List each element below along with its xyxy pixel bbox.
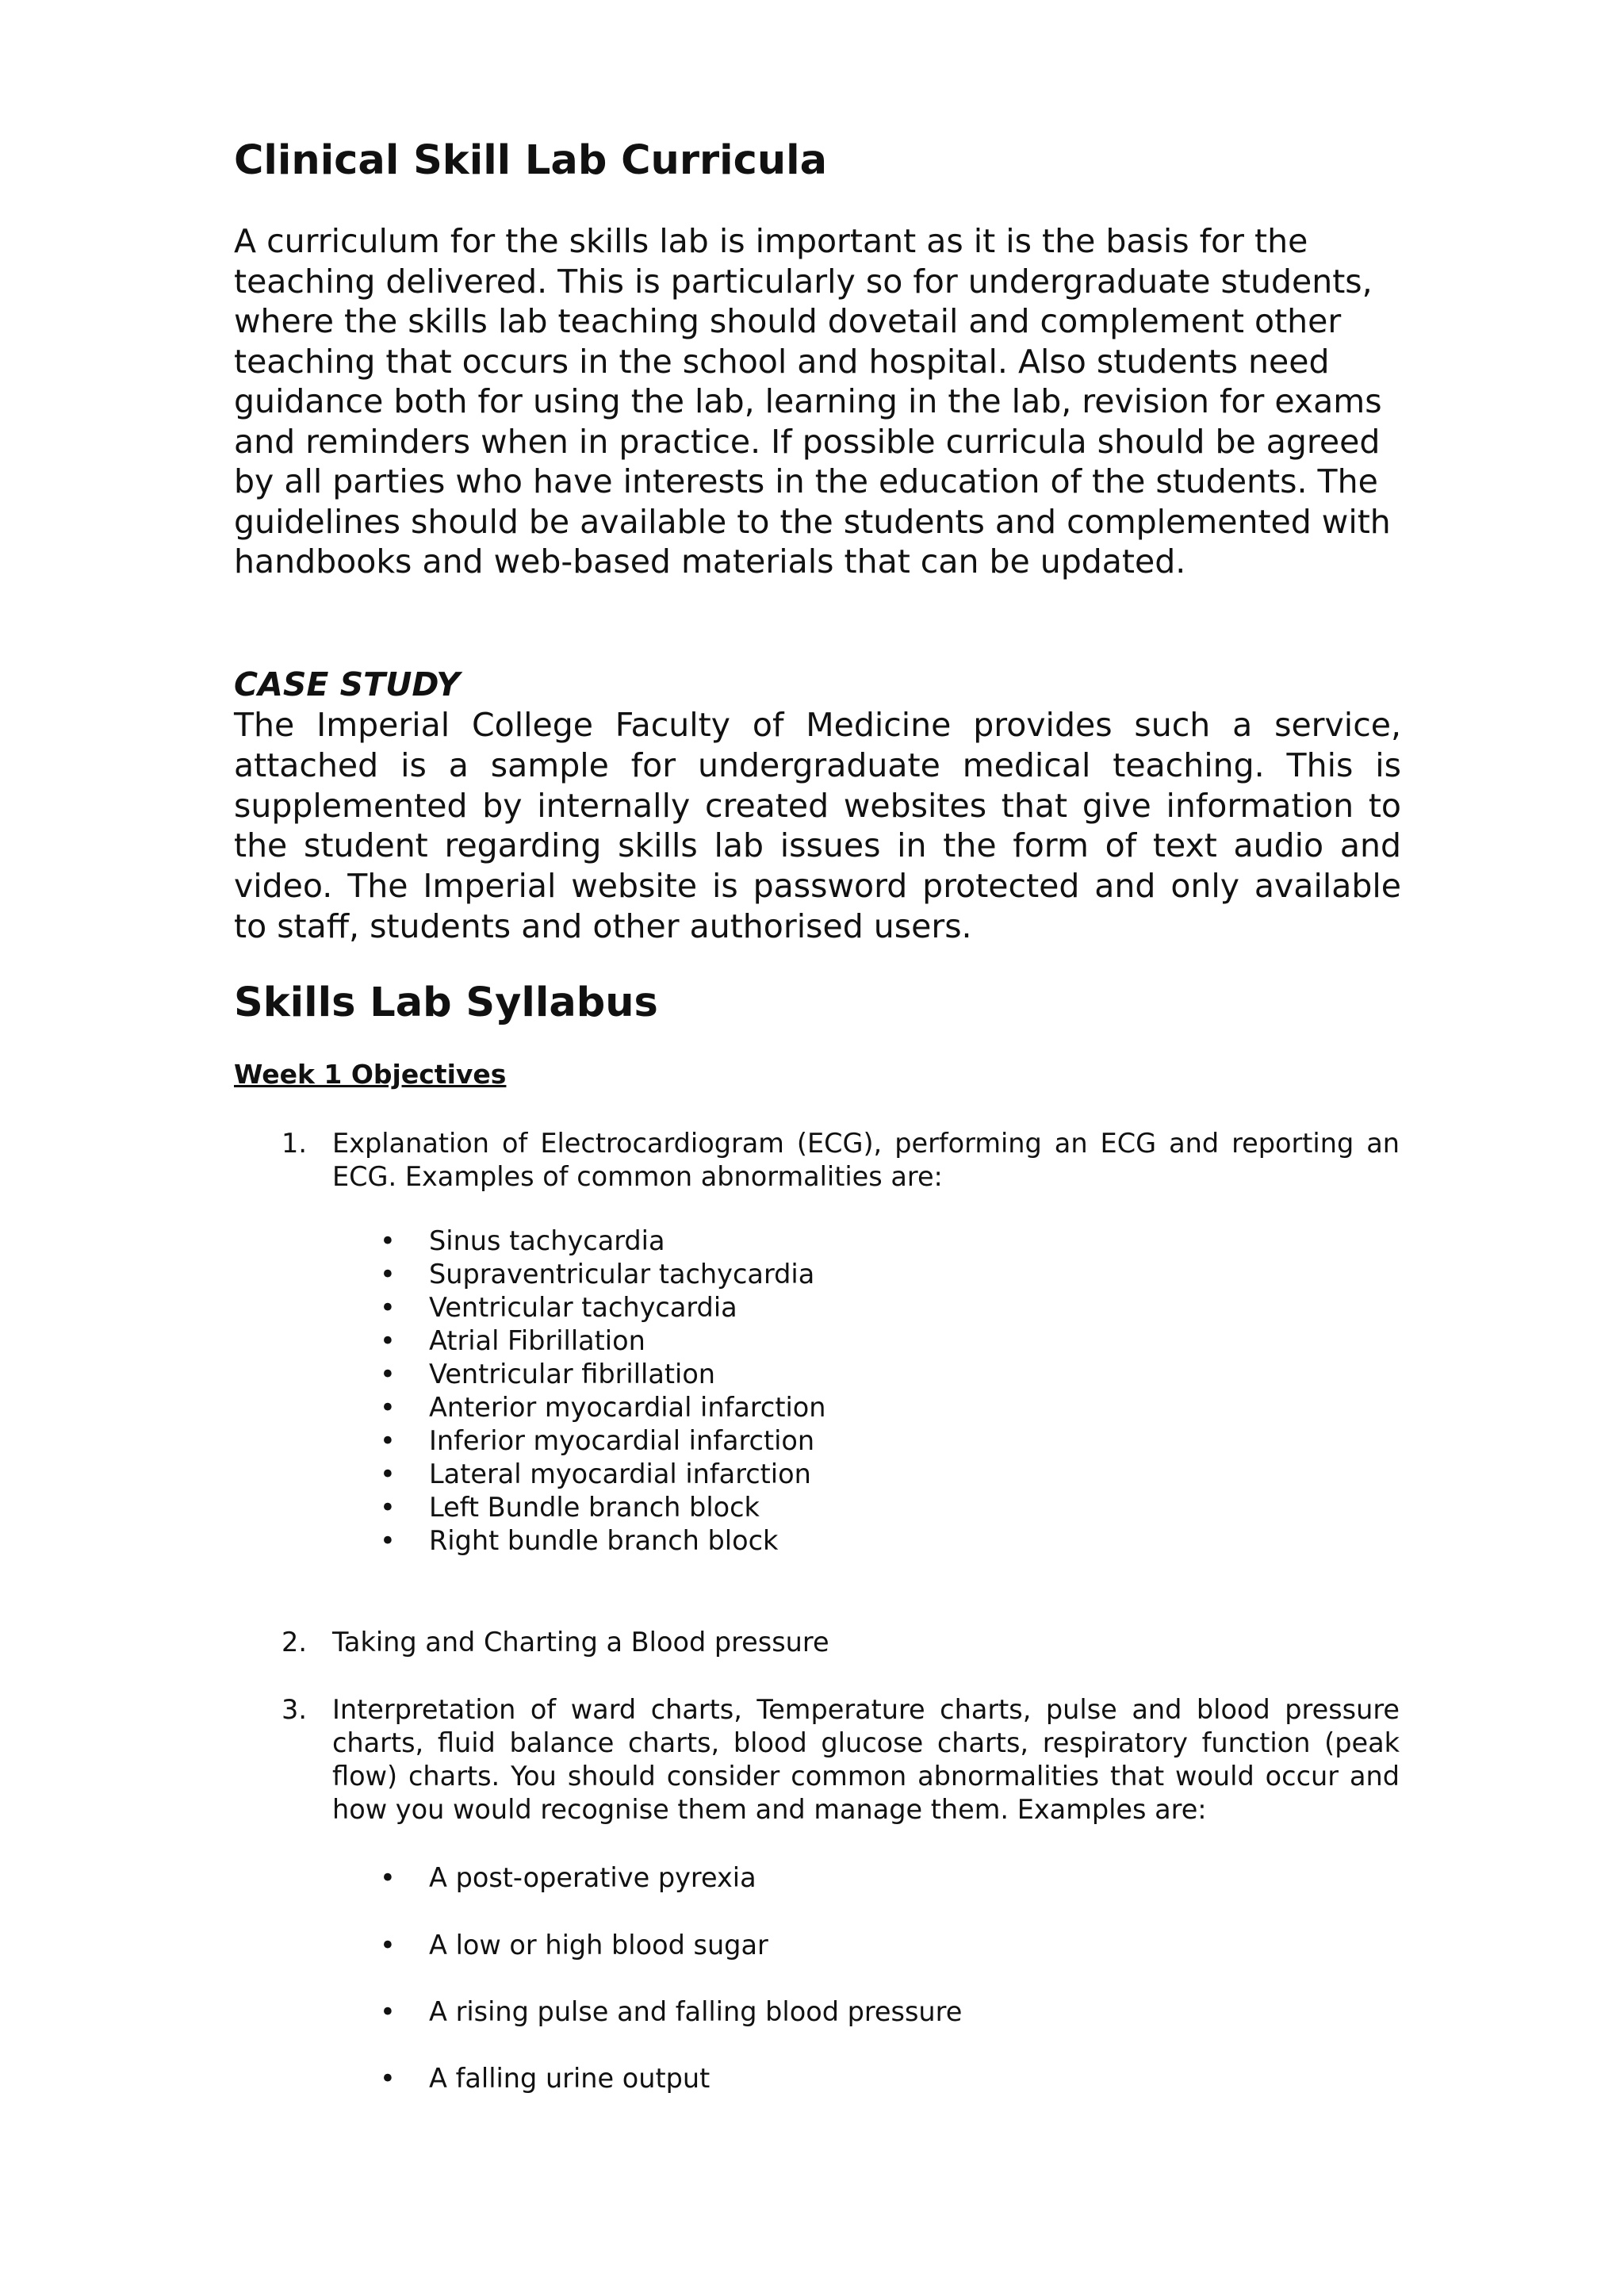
bullet-icon: • bbox=[380, 1292, 396, 1323]
list-item: • A rising pulse and falling blood pressure bbox=[380, 1996, 963, 2027]
page-title: Clinical Skill Lab Curricula bbox=[234, 137, 828, 184]
list-item: • Right bundle branch block bbox=[380, 1525, 779, 1556]
bullet-icon: • bbox=[380, 1225, 396, 1256]
bullet-icon: • bbox=[380, 1325, 396, 1356]
intro-paragraph: A curriculum for the skills lab is important as it is the basis for the teaching delivered. This is particularly so for undergraduate students, where the skills lab teaching should dovetail and complement other teaching that occurs in the school and hospital. Also students need guidance both for using the lab, learning in the lab, revision for exams and reminders when in practice. If possible curricula should be agreed by all parties who have interests in the education of the students. The guidelines should be available to the students and complemented with handbooks and web-based materials that can be updated. bbox=[234, 222, 1391, 581]
objective-text: Interpretation of ward charts, Temperature charts, pulse and blood pressure charts, fluid balance charts, blood glucose charts, respiratory function (peak flow) charts. You should consider common abnormalities that would occur and how you would recognise them and manage them. Examples are: bbox=[332, 1694, 1400, 1825]
list-item: • Left Bundle branch block bbox=[380, 1492, 760, 1523]
objective-number: 2. bbox=[282, 1627, 307, 1658]
list-item: • Lateral myocardial infarction bbox=[380, 1458, 811, 1489]
bullet-icon: • bbox=[380, 1425, 396, 1456]
list-item: • A falling urine output bbox=[380, 2063, 710, 2094]
bullet-icon: • bbox=[380, 2063, 396, 2094]
list-item: • Ventricular fibrillation bbox=[380, 1359, 716, 1389]
bullet-icon: • bbox=[380, 1525, 396, 1556]
list-item: • Supraventricular tachycardia bbox=[380, 1259, 815, 1290]
list-item: • A low or high blood sugar bbox=[380, 1930, 768, 1961]
list-item: • Anterior myocardial infarction bbox=[380, 1392, 826, 1423]
bullet-icon: • bbox=[380, 1862, 396, 1893]
objective-text: Taking and Charting a Blood pressure bbox=[332, 1627, 829, 1658]
objective-number: 3. bbox=[282, 1694, 307, 1725]
list-item: • Atrial Fibrillation bbox=[380, 1325, 645, 1356]
objective-text: Explanation of Electrocardiogram (ECG), performing an ECG and reporting an ECG. Examples of common abnormalities are: bbox=[332, 1128, 1400, 1192]
bullet-icon: • bbox=[380, 1392, 396, 1423]
bullet-icon: • bbox=[380, 1930, 396, 1961]
bullet-icon: • bbox=[380, 1359, 396, 1389]
list-item: • Inferior myocardial infarction bbox=[380, 1425, 815, 1456]
list-item: • Ventricular tachycardia bbox=[380, 1292, 737, 1323]
bullet-icon: • bbox=[380, 1492, 396, 1523]
week-heading: Week 1 Objectives bbox=[234, 1059, 507, 1090]
case-study-heading: CASE STUDY bbox=[234, 665, 460, 703]
list-item: • Sinus tachycardia bbox=[380, 1225, 665, 1256]
list-item: • A post-operative pyrexia bbox=[380, 1862, 756, 1893]
objective-number: 1. bbox=[282, 1128, 307, 1159]
ecg-abnormality-list bbox=[380, 1225, 826, 1558]
bullet-icon: • bbox=[380, 1996, 396, 2027]
syllabus-heading: Skills Lab Syllabus bbox=[234, 979, 658, 1026]
bullet-icon: • bbox=[380, 1458, 396, 1489]
bullet-icon: • bbox=[380, 1259, 396, 1290]
case-study-body: The Imperial College Faculty of Medicine provides such a service, attached is a sample for undergraduate medical teaching. This is supplemented by internally created websites that give information to the student regarding skills lab issues in the form of text audio and video. The Imperial website is password protected and only available to staff, students and other authorised users. bbox=[234, 706, 1401, 945]
